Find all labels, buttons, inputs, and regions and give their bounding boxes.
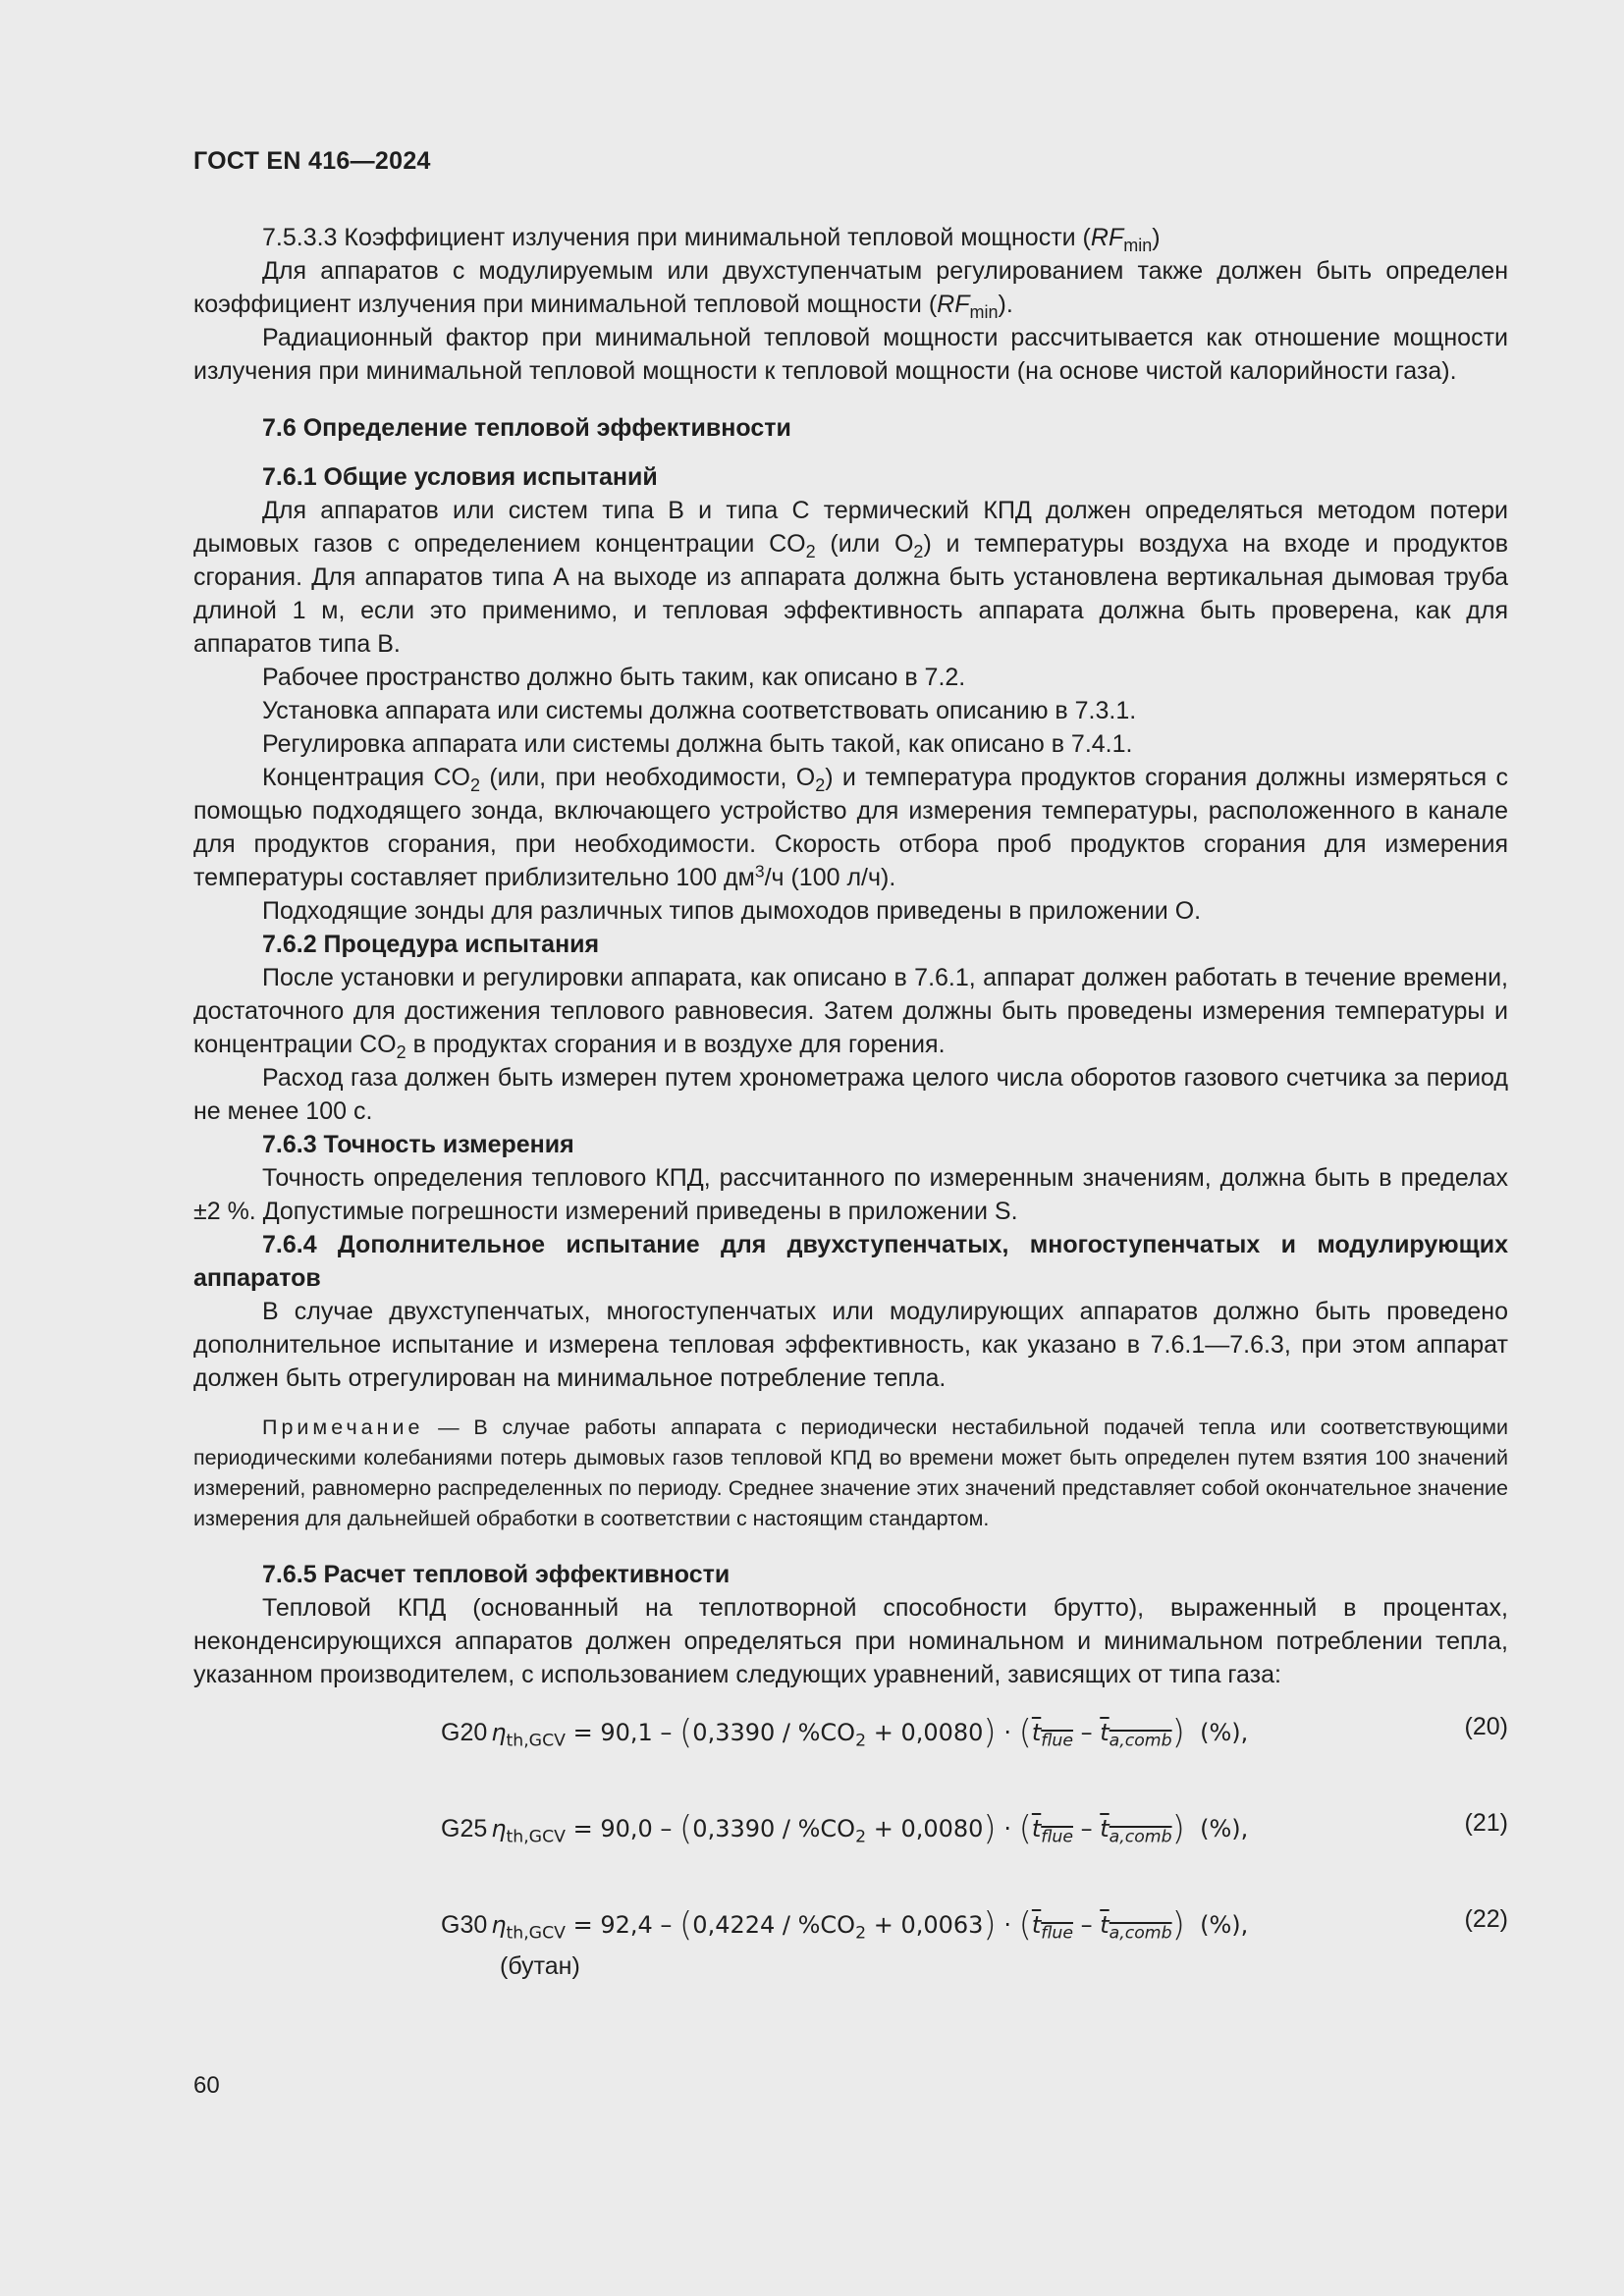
- paragraph: Тепловой КПД (основанный на теплотворной способности брутто), выраженный в процентах, неконденсирующихся аппаратов должен определяться при номинальном и минимальном потреблении тепла, указанном производителем, с использованием следующих уравнений, зависящих от типа газа:: [193, 1594, 1508, 1688]
- equation-number: (22): [1464, 1905, 1508, 1933]
- paragraph: Установка аппарата или системы должна соответствовать описанию в 7.3.1.: [262, 697, 1137, 724]
- eta-symbol: η: [491, 1815, 507, 1842]
- document-page: [193, 147, 1508, 1981]
- page-number: 60: [193, 2072, 220, 2099]
- paragraph: После установки и регулировки аппарата, как описано в 7.6.1, аппарат должен работать в течение времени, достаточного для достижения теплового равновесия. Затем должны быть проведены измерения температуры и концентрации $CO_2$ в продуктах сгорания и в воздухе для горения.: [193, 964, 1508, 1062]
- equation-number: (21): [1464, 1809, 1508, 1837]
- equation-body: G30 $\eta_{th,GCV} = 92,4 - (0,4224 / \%CO_2 + 0,0063) \cdot (t_{flue} - t_{a,comb})$ (%),: [441, 1905, 1249, 1945]
- eta-symbol: η: [491, 1719, 507, 1746]
- section-7-6-4-title: 7.6.4 Дополнительное испытание для двухступенчатых, многоступенчатых и модулирующих аппаратов: [193, 1231, 1508, 1292]
- paragraph: Для аппаратов с модулируемым или двухступенчатым регулированием также должен быть определен коэффициент излучения при минимальной тепловой мощности $(RF_{min})$.: [193, 257, 1508, 322]
- section-7-6-3-title: 7.6.3 Точность измерения: [262, 1131, 574, 1158]
- document-header: ГОСТ EN 416—2024: [193, 147, 431, 175]
- paragraph: Подходящие зонды для различных типов дымоходов приведены в приложении O.: [262, 897, 1202, 925]
- paragraph: Расход газа должен быть измерен путем хронометража целого числа оборотов газового счетчика за период не менее 100 с.: [193, 1064, 1508, 1125]
- equation-body: G25 $\eta_{th,GCV} = 90,0 - (0,3390 / \%CO_2 + 0,0080) \cdot (t_{flue} - t_{a,comb})$ (%),: [441, 1809, 1249, 1848]
- gas-type: G20: [441, 1719, 488, 1746]
- paragraph: Концентрация $CO_2$ (или, при необходимости, $O_2$) и температура продуктов сгорания должны измеряться с помощью подходящего зонда, включающего устройство для измерения температуры, расположенного в канале для продуктов сгорания, при необходимости. Скорость отбора проб продуктов сгорания для измерения температуры составляет приблизительно 100 $дм^3/ч$ (100 л/ч).: [193, 764, 1509, 891]
- equation-body: G20 $\eta_{th,GCV} = 90,1 - (0,3390 / \%CO_2 + 0,0080) \cdot (t_{flue} - t_{a,comb})$ (%),: [441, 1713, 1249, 1752]
- section-7-6-1-title: 7.6.1 Общие условия испытаний: [262, 463, 658, 491]
- section-7-6-2-title: 7.6.2 Процедура испытания: [262, 931, 600, 958]
- note-label: Примечание: [262, 1415, 424, 1439]
- paragraph: Радиационный фактор при минимальной тепловой мощности рассчитывается как отношение мощности излучения при минимальной тепловой мощности к тепловой мощности (на основе чистой калорийности газа).: [193, 324, 1508, 385]
- eta-symbol: η: [491, 1911, 507, 1939]
- butane-label: (бутан): [500, 1952, 580, 1980]
- equation-row: [193, 1793, 1508, 1862]
- gas-type: G25: [441, 1815, 488, 1842]
- section-7-6-title: 7.6 Определение тепловой эффективности: [262, 414, 791, 442]
- section-7-6-5-title: 7.6.5 Расчет тепловой эффективности: [262, 1561, 731, 1588]
- clause-7-5-3-3-title: 7.5.3.3 Коэффициент излучения при минимальной тепловой мощности $(RF_{min})$: [262, 224, 1161, 255]
- equations-block: [193, 1697, 1508, 1958]
- paragraph: Рабочее пространство должно быть таким, как описано в 7.2.: [262, 664, 966, 691]
- paragraph: Регулировка аппарата или системы должна быть такой, как описано в 7.4.1.: [262, 730, 1133, 758]
- note: Примечание — В случае работы аппарата с периодически нестабильной подачей тепла или соответствующими периодическими колебаниями потерь дымовых газов тепловой КПД во времени может быть определен путем взятия 100 значений измерений, равномерно распределенных по периоду. Среднее значение этих значений представляет собой окончательное значение измерения для дальнейшей обработки в соответствии с настоящим стандартом.: [193, 1415, 1508, 1530]
- gas-type: G30: [441, 1911, 488, 1939]
- paragraph: В случае двухступенчатых, многоступенчатых или модулирующих аппаратов должно быть проведено дополнительное испытание и измерена тепловая эффективность, как указано в 7.6.1—7.6.3, при этом аппарат должен быть отрегулирован на минимальное потребление тепла.: [193, 1298, 1508, 1392]
- paragraph: Точность определения теплового КПД, рассчитанного по измеренным значениям, должна быть в пределах ±2 %. Допустимые погрешности измерений приведены в приложении S.: [193, 1164, 1508, 1225]
- equation-row: [193, 1890, 1508, 1958]
- paragraph: Для аппаратов или систем типа B и типа C термический КПД должен определяться методом потери дымовых газов с определением концентрации $CO_2$ (или $O_2$) и температуры воздуха на входе и продуктов сгорания. Для аппаратов типа A на выходе из аппарата должна быть установлена вертикальная дымовая труба длиной 1 м, если это применимо, и тепловая эффективность аппарата должна быть проверена, как для аппаратов типа B.: [193, 497, 1508, 658]
- equation-row: [193, 1697, 1508, 1766]
- equation-number: (20): [1464, 1713, 1508, 1740]
